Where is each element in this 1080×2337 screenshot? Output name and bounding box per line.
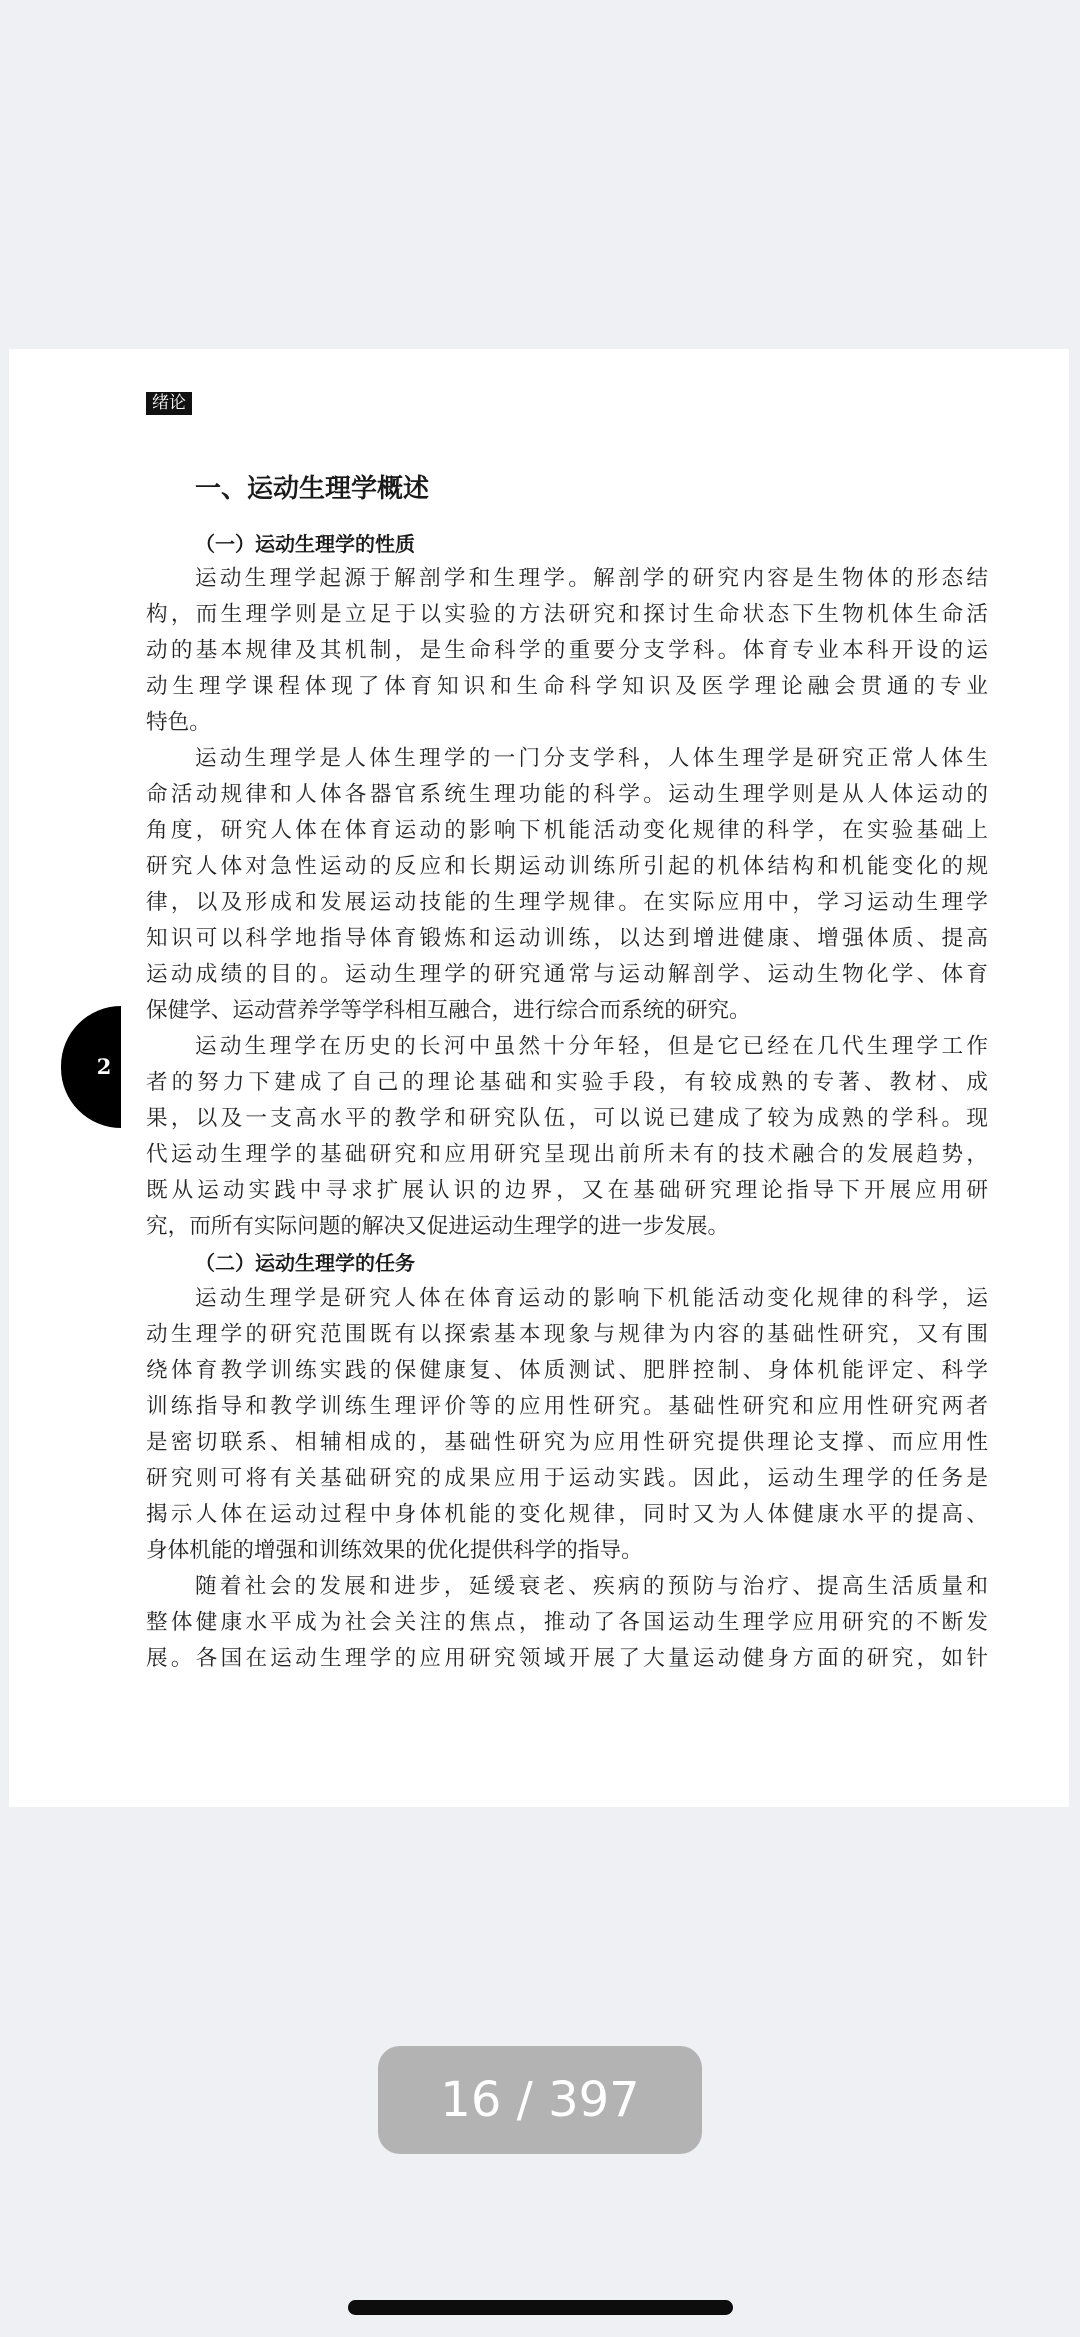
text-line: 构，而生理学则是立足于以实验的方法研究和探讨生命状态下生物机体生命活 (146, 602, 988, 627)
text-line: 训练指导和教学训练生理评价等的应用性研究。基础性研究和应用性研究两者 (146, 1394, 988, 1419)
document-page (9, 349, 1069, 1807)
text-line: 整体健康水平成为社会关注的焦点，推动了各国运动生理学应用研究的不断发 (146, 1610, 988, 1635)
text-line: 展。各国在运动生理学的应用研究领域开展了大量运动健身方面的研究，如针 (146, 1646, 988, 1671)
text-line: 既从运动实践中寻求扩展认识的边界，又在基础研究理论指导下开展应用研 (146, 1178, 988, 1203)
text-line: 研究则可将有关基础研究的成果应用于运动实践。因此，运动生理学的任务是 (146, 1466, 988, 1491)
page-number-tab (61, 1006, 121, 1128)
page-number: 2 (96, 1054, 112, 1079)
page-separator: / (501, 2072, 549, 2128)
subsection-title: （二）运动生理学的任务 (195, 1251, 415, 1275)
text-line: 律，以及形成和发展运动技能的生理学规律。在实际应用中，学习运动生理学 (146, 890, 988, 915)
text-line: 运动成绩的目的。运动生理学的研究通常与运动解剖学、运动生物化学、体育 (146, 962, 988, 987)
text-line: 身体机能的增强和训练效果的优化提供科学的指导。 (146, 1538, 643, 1563)
text-line: 保健学、运动营养学等学科相互融合，进行综合而系统的研究。 (146, 998, 751, 1023)
text-line: 动生理学的研究范围既有以探索基本现象与规律为内容的基础性研究，又有围 (146, 1322, 988, 1347)
chapter-header-tag: 绪论 (146, 392, 192, 415)
text-line: 运动生理学在历史的长河中虽然十分年轻，但是它已经在几代生理学工作 (195, 1034, 988, 1059)
text-line: 角度，研究人体在体育运动的影响下机能活动变化规律的科学，在实验基础上 (146, 818, 988, 843)
total-pages: 397 (548, 2072, 640, 2128)
subsection-title: （一）运动生理学的性质 (195, 532, 415, 556)
text-line: 知识可以科学地指导体育锻炼和运动训练，以达到增进健康、增强体质、提高 (146, 926, 988, 951)
text-line: 动的基本规律及其机制，是生命科学的重要分支学科。体育专业本科开设的运 (146, 638, 988, 663)
text-line: 随着社会的发展和进步，延缓衰老、疾病的预防与治疗、提高生活质量和 (195, 1574, 988, 1599)
text-line: 动生理学课程体现了体育知识和生命科学知识及医学理论融会贯通的专业 (146, 674, 988, 699)
text-line: 者的努力下建成了自己的理论基础和实验手段，有较成熟的专著、教材、成 (146, 1070, 988, 1095)
page-indicator (378, 2046, 702, 2154)
text-line: 代运动生理学的基础研究和应用研究呈现出前所未有的技术融合的发展趋势， (146, 1142, 988, 1167)
text-line: 果，以及一支高水平的教学和研究队伍，可以说已建成了较为成熟的学科。现 (146, 1106, 988, 1131)
text-line: 运动生理学起源于解剖学和生理学。解剖学的研究内容是生物体的形态结 (195, 566, 988, 591)
home-indicator[interactable] (348, 2300, 733, 2315)
text-line: 特色。 (146, 710, 211, 735)
text-line: 揭示人体在运动过程中身体机能的变化规律，同时又为人体健康水平的提高、 (146, 1502, 988, 1527)
section-title: 一、运动生理学概述 (195, 474, 430, 504)
text-line: 是密切联系、相辅相成的，基础性研究为应用性研究提供理论支撑、而应用性 (146, 1430, 988, 1455)
text-line: 究，而所有实际问题的解决又促进运动生理学的进一步发展。 (146, 1214, 730, 1239)
text-line: 研究人体对急性运动的反应和长期运动训练所引起的机体结构和机能变化的规 (146, 854, 988, 879)
text-line: 运动生理学是研究人体在体育运动的影响下机能活动变化规律的科学，运 (195, 1286, 988, 1311)
text-line: 绕体育教学训练实践的保健康复、体质测试、肥胖控制、身体机能评定、科学 (146, 1358, 988, 1383)
current-page: 16 (440, 2072, 502, 2128)
text-line: 命活动规律和人体各器官系统生理功能的科学。运动生理学则是从人体运动的 (146, 782, 988, 807)
text-line: 运动生理学是人体生理学的一门分支学科，人体生理学是研究正常人体生 (195, 746, 988, 771)
